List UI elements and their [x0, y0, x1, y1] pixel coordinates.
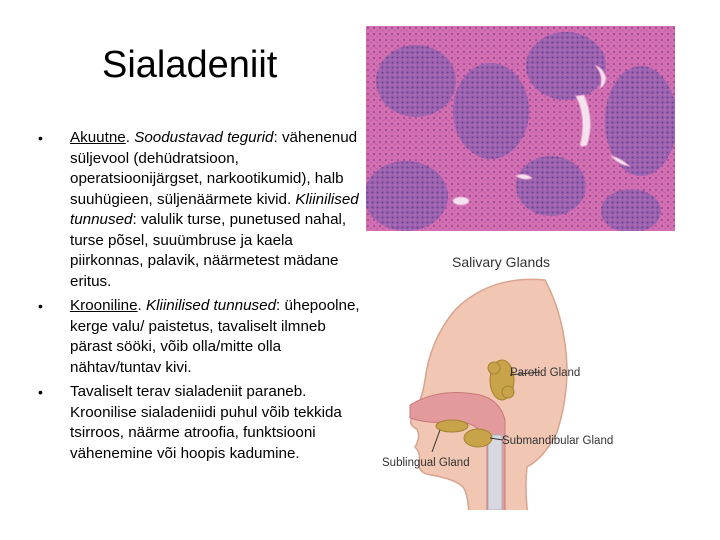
bullet-outcome: • Tavaliselt terav sialadeniit paraneb. Kroonilise sialadeniidi puhul võib tekkida tsirroos, näärme atroofia, funktsiooni vähenemine või hoopis kadumine.: [38, 382, 368, 464]
sublingual-gland: [436, 420, 468, 432]
bullet-acute: • Akuutne. Soodustavad tegurid: vähenenud süljevool (dehüdratsioon, operatsioonijärgset, narkootikumid), halb suuhügieen, süljenäärmete kivid. Kliinilised tunnused: valulik turse, punetused nahal, turse põsel, suuümbruse ja kaela piirkonnas, palavik, näärmetest mädane eritus.: [38, 128, 368, 292]
bullet-term: Krooniline: [70, 297, 138, 314]
submandibular-gland: [464, 429, 492, 447]
diagram-heading: Salivary Glands: [452, 254, 551, 270]
sublingual-label: Sublingual Gland: [382, 457, 470, 469]
histology-image: [366, 26, 675, 231]
bullet-label: Kliinilised tunnused: [70, 190, 359, 228]
bullet-label: Kliinilised tunnused: [146, 297, 277, 314]
bullet-list: [38, 128, 368, 468]
bullet-term: Akuutne: [70, 129, 126, 146]
airway: [488, 435, 502, 510]
slide-title: Sialadeniit: [102, 44, 278, 86]
parotid-label: Parotid Gland: [510, 367, 581, 379]
bullet-label: Soodustavad tegurid: [134, 129, 274, 146]
bullet-chronic: • Krooniline. Kliinilised tunnused: ühepoolne, kerge valu/ paistetus, tavaliselt ilmneb pärast sööki, võib olla/mitte olla nähtav/tuntav kivi.: [38, 296, 368, 378]
submandibular-label: Submandibular Gland: [502, 435, 614, 447]
salivary-glands-diagram: [370, 240, 670, 510]
